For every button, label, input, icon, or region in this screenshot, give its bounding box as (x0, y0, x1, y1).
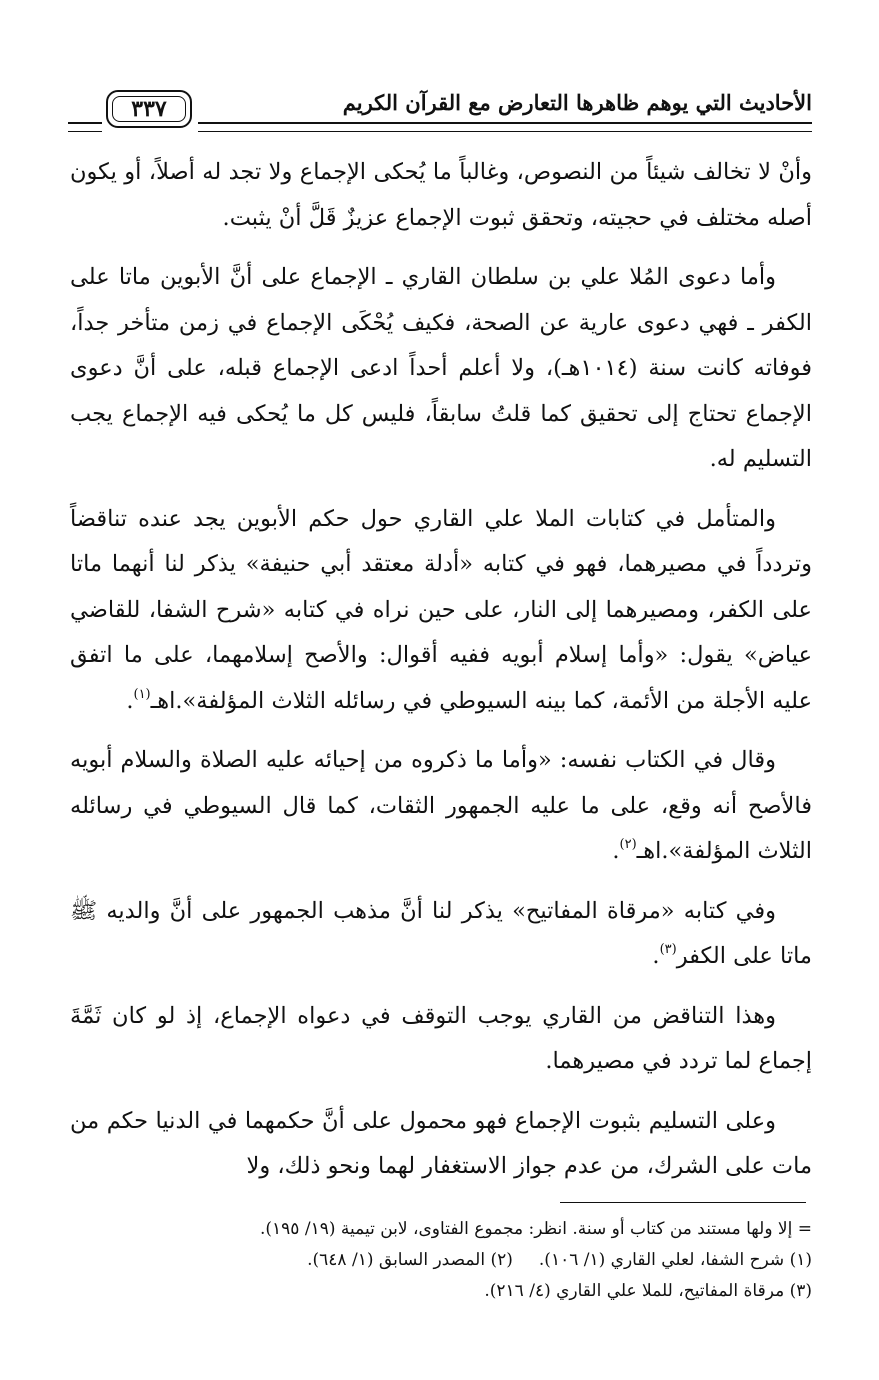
footnote-3: (٣) مرقاة المفاتيح، للملا علي القاري (٤/ ٢١٦). (484, 1281, 812, 1301)
footnote-ref-1: (١) (133, 686, 151, 702)
page-number: ٣٣٧ (131, 96, 167, 122)
footnote-row-1-2 (70, 1245, 812, 1276)
paragraph-7: وعلى التسليم بثبوت الإجماع فهو محمول على أنَّ حكمهما في الدنيا حكم من مات على الشرك، من عدم جواز الاستغفار لهما ونحو ذلك، ولا (70, 1107, 812, 1179)
paragraph-6: وهذا التناقض من القاري يوجب التوقف في دعواه الإجماع، إذ لو كان ثَمَّةَ إجماع لما تردد في مصيرهما. (70, 1002, 812, 1074)
header-rule (198, 122, 812, 132)
paragraph-5-text: وفي كتابه «مرقاة المفاتيح» يذكر لنا أنَّ مذهب الجمهور على أنَّ والديه ﷺ ماتا على الكفر (70, 897, 812, 969)
paragraph-5: وفي كتابه «مرقاة المفاتيح» يذكر لنا أنَّ مذهب الجمهور على أنَّ والديه ﷺ ماتا على الكفر$^{(٣)}$. (70, 897, 812, 969)
footnote-1: (١) شرح الشفا، لعلي القاري (١/ ١٠٦). (538, 1250, 812, 1270)
footnote-continuation: = إلا ولها مستند من كتاب أو سنة. انظر: مجموع الفتاوى، لابن تيمية (١٩/ ١٩٥). (260, 1219, 812, 1239)
paragraph-3-text: والمتأمل في كتابات الملا علي القاري حول حكم الأبوين يجد عنده تناقضاً وتردداً في مصيرهما، فهو في كتابه «أدلة معتقد أبي حنيفة» يذكر لنا أنهما ماتا على الكفر، ومصيرهما إلى النار، على حين نراه في كتابه «شرح الشفا، للقاضي عياض» يقول: «وأما إسلام أبويه ففيه أقوال: والأصح إسلامهما، على ما اتفق عليه الأجلة من الأئمة، كما بينه السيوطي في رسائله الثلاث المؤلفة».اهـ (70, 505, 812, 714)
running-header (68, 88, 812, 134)
main-text (70, 150, 812, 1204)
footnote-separator (560, 1202, 806, 1203)
footnotes (70, 1214, 812, 1307)
paragraph-1: وأنْ لا تخالف شيئاً من النصوص، وغالباً ما يُحكى الإجماع ولا تجد له أصلاً، أو يكون أصله مختلف في حجيته، وتحقق ثبوت الإجماع عزيزٌ قَلَّ أنْ يثبت. (70, 159, 812, 231)
paragraph-4-text: وقال في الكتاب نفسه: «وأما ما ذكروه من إحيائه عليه الصلاة والسلام أبويه فالأصح أنه وقع، على ما عليه الجمهور الثقات، كما قال السيوطي في رسائله الثلاث المؤلفة».اهـ (70, 747, 812, 864)
paragraph-3: والمتأمل في كتابات الملا علي القاري حول حكم الأبوين يجد عنده تناقضاً وتردداً في مصيرهما، فهو في كتابه «أدلة معتقد أبي حنيفة» يذكر لنا أنهما ماتا على الكفر، ومصيرهما إلى النار، على حين نراه في كتابه «شرح الشفا، للقاضي عياض» يقول: «وأما إسلام أبويه ففيه أقوال: والأصح إسلامهما، على ما اتفق عليه الأجلة من الأئمة، كما بينه السيوطي في رسائله الثلاث المؤلفة».اهـ$^{(١)}$. (70, 505, 812, 714)
running-title: الأحاديث التي يوهم ظاهرها التعارض مع القرآن الكريم (342, 90, 812, 115)
footnote-2: (٢) المصدر السابق (١/ ٦٤٨). (307, 1250, 513, 1270)
footnote-ref-3: (٣) (659, 942, 677, 957)
paragraph-2: وأما دعوى المُلا علي بن سلطان القاري ـ الإجماع على أنَّ الأبوين ماتا على الكفر ـ فهي دعوى عارية عن الصحة، فكيف يُحْكَى الإجماع في زمن متأخر جداً، فوفاته كانت سنة (١٠١٤هـ)، ولا أعلم أحداً ادعى الإجماع قبله، على أنَّ دعوى الإجماع تحتاج إلى تحقيق كما قلتُ سابقاً، فليس كل ما يُحكى فيه الإجماع يجب التسليم له. (70, 264, 812, 472)
paragraph-4: وقال في الكتاب نفسه: «وأما ما ذكروه من إحيائه عليه الصلاة والسلام أبويه فالأصح أنه وقع، على ما عليه الجمهور الثقات، كما قال السيوطي في رسائله الثلاث المؤلفة».اهـ$^{(٢)}$. (70, 747, 812, 864)
page-number-frame (106, 90, 192, 128)
header-rule-left (68, 122, 102, 132)
footnote-ref-2: (٢) (619, 837, 637, 852)
